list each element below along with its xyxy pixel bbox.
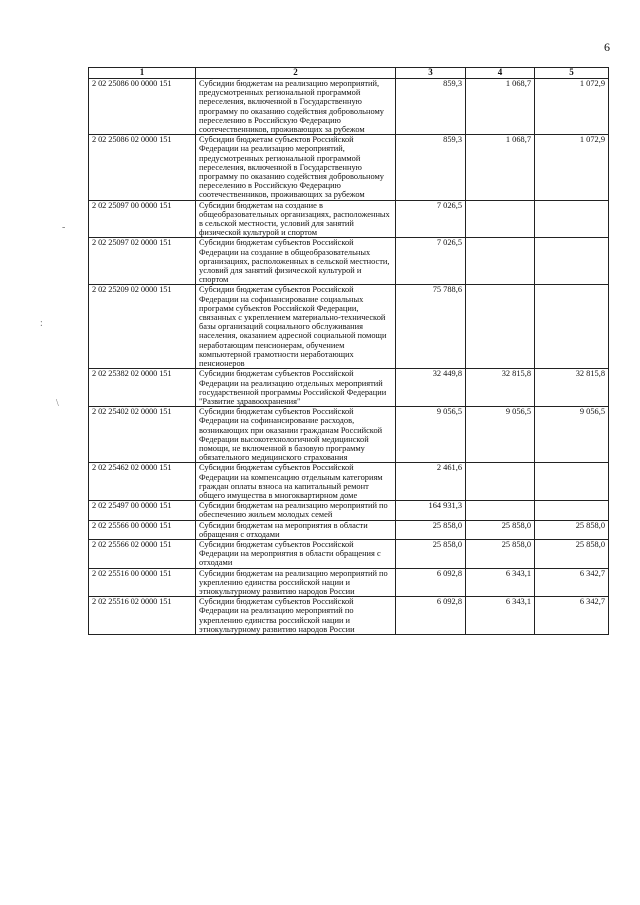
- value-col5: 25 858,0: [535, 520, 609, 539]
- budget-code: 2 02 25566 02 0000 151: [89, 539, 196, 568]
- value-col3: 9 056,5: [396, 407, 466, 463]
- table-row: [89, 369, 609, 407]
- value-col4: 32 815,8: [466, 369, 535, 407]
- value-col4: 6 343,1: [466, 597, 535, 635]
- description: Субсидии бюджетам на реализацию мероприятий по обеспечению жильем молодых семей: [196, 501, 396, 520]
- value-col3: 859,3: [396, 135, 466, 200]
- column-header-1: 1: [89, 68, 196, 79]
- table-row: [89, 200, 609, 238]
- value-col4: 25 858,0: [466, 520, 535, 539]
- budget-code: 2 02 25462 02 0000 151: [89, 463, 196, 501]
- scan-mark: -: [62, 222, 66, 233]
- value-col5: 32 815,8: [535, 369, 609, 407]
- value-col3: 75 788,6: [396, 285, 466, 369]
- column-header-5: 5: [535, 68, 609, 79]
- value-col5: 6 342,7: [535, 597, 609, 635]
- description: Субсидии бюджетам субъектов Российской Федерации на мероприятия в области обращения с отходами: [196, 539, 396, 568]
- value-col3: 2 461,6: [396, 463, 466, 501]
- column-header-3: 3: [396, 68, 466, 79]
- budget-code: 2 02 25086 02 0000 151: [89, 135, 196, 200]
- table-row: [89, 597, 609, 635]
- table-row: [89, 79, 609, 135]
- value-col4: [466, 463, 535, 501]
- value-col4: 1 068,7: [466, 135, 535, 200]
- page-number: 6: [604, 40, 610, 54]
- value-col5: [535, 285, 609, 369]
- budget-code: 2 02 25497 00 0000 151: [89, 501, 196, 520]
- value-col5: 1 072,9: [535, 135, 609, 200]
- value-col4: 9 056,5: [466, 407, 535, 463]
- table-row: [89, 568, 609, 597]
- value-col4: 1 068,7: [466, 79, 535, 135]
- value-col3: 164 931,3: [396, 501, 466, 520]
- value-col4: 25 858,0: [466, 539, 535, 568]
- value-col3: 25 858,0: [396, 520, 466, 539]
- value-col3: 7 026,5: [396, 238, 466, 285]
- value-col4: [466, 285, 535, 369]
- table-row: [89, 520, 609, 539]
- value-col3: 25 858,0: [396, 539, 466, 568]
- budget-code: 2 02 25382 02 0000 151: [89, 369, 196, 407]
- description: Субсидии бюджетам субъектов Российской Федерации на создание в общеобразовательных организациях, расположенных в сельской местности, условий для занятий физической культурой и спортом: [196, 238, 396, 285]
- value-col4: [466, 238, 535, 285]
- value-col3: 6 092,8: [396, 597, 466, 635]
- budget-code: 2 02 25516 02 0000 151: [89, 597, 196, 635]
- table-row: [89, 539, 609, 568]
- scan-mark: :: [40, 318, 43, 329]
- table-row: [89, 238, 609, 285]
- table-row: [89, 285, 609, 369]
- value-col5: [535, 238, 609, 285]
- table-row: [89, 463, 609, 501]
- budget-code: 2 02 25086 00 0000 151: [89, 79, 196, 135]
- description: Субсидии бюджетам на создание в общеобразовательных организациях, расположенных в сельской местности, условий для занятий физической культурой и спортом: [196, 200, 396, 238]
- value-col5: 1 072,9: [535, 79, 609, 135]
- value-col5: [535, 463, 609, 501]
- value-col3: 859,3: [396, 79, 466, 135]
- budget-code: 2 02 25516 00 0000 151: [89, 568, 196, 597]
- value-col5: 9 056,5: [535, 407, 609, 463]
- value-col5: 6 342,7: [535, 568, 609, 597]
- value-col5: [535, 501, 609, 520]
- budget-code: 2 02 25402 02 0000 151: [89, 407, 196, 463]
- description: Субсидии бюджетам субъектов Российской Федерации на реализацию мероприятий, предусмотренных региональной программой переселения, включенной в Государственную программу по оказанию содействия добровольному переселению в Российскую Федерацию соотечественников, проживающих за рубежом: [196, 135, 396, 200]
- value-col4: [466, 501, 535, 520]
- description: Субсидии бюджетам субъектов Российской Федерации на софинансирование социальных программ субъектов Российской Федерации, связанных с укреплением материально-технической базы организаций социального обслуживания населения, оказанием адресной социальной помощи неработающим пенсионерам, обучением компьютерной грамотности неработающих пенсионеров: [196, 285, 396, 369]
- table-row: [89, 501, 609, 520]
- header-row: [89, 68, 609, 79]
- revenue-table: [88, 67, 609, 635]
- value-col4: 6 343,1: [466, 568, 535, 597]
- value-col5: 25 858,0: [535, 539, 609, 568]
- value-col3: 7 026,5: [396, 200, 466, 238]
- description: Субсидии бюджетам субъектов Российской Федерации на реализацию отдельных мероприятий государственной программы Российской Федерации "Развитие здравоохранения": [196, 369, 396, 407]
- column-header-2: 2: [196, 68, 396, 79]
- budget-code: 2 02 25097 00 0000 151: [89, 200, 196, 238]
- value-col4: [466, 200, 535, 238]
- budget-code: 2 02 25097 02 0000 151: [89, 238, 196, 285]
- description: Субсидии бюджетам на реализацию мероприятий по укреплению единства российской нации и этнокультурному развитию народов России: [196, 568, 396, 597]
- value-col3: 32 449,8: [396, 369, 466, 407]
- table-row: [89, 135, 609, 200]
- budget-code: 2 02 25566 00 0000 151: [89, 520, 196, 539]
- value-col3: 6 092,8: [396, 568, 466, 597]
- description: Субсидии бюджетам на мероприятия в области обращения с отходами: [196, 520, 396, 539]
- budget-code: 2 02 25209 02 0000 151: [89, 285, 196, 369]
- value-col5: [535, 200, 609, 238]
- description: Субсидии бюджетам субъектов Российской Федерации на реализацию мероприятий по укреплению единства российской нации и этнокультурному развитию народов России: [196, 597, 396, 635]
- table-row: [89, 407, 609, 463]
- description: Субсидии бюджетам на реализацию мероприятий, предусмотренных региональной программой переселения, включенной в Государственную программу по оказанию содействия добровольному переселению в Российскую Федерацию соотечественников, проживающих за рубежом: [196, 79, 396, 135]
- scan-mark: \: [56, 398, 59, 409]
- column-header-4: 4: [466, 68, 535, 79]
- description: Субсидии бюджетам субъектов Российской Федерации на компенсацию отдельным категориям граждан оплаты взноса на капитальный ремонт общего имущества в многоквартирном доме: [196, 463, 396, 501]
- description: Субсидии бюджетам субъектов Российской Федерации на софинансирование расходов, возникающих при оказании гражданам Российской Федерации высокотехнологичной медицинской помощи, не включенной в базовую программу обязательного медицинского страхования: [196, 407, 396, 463]
